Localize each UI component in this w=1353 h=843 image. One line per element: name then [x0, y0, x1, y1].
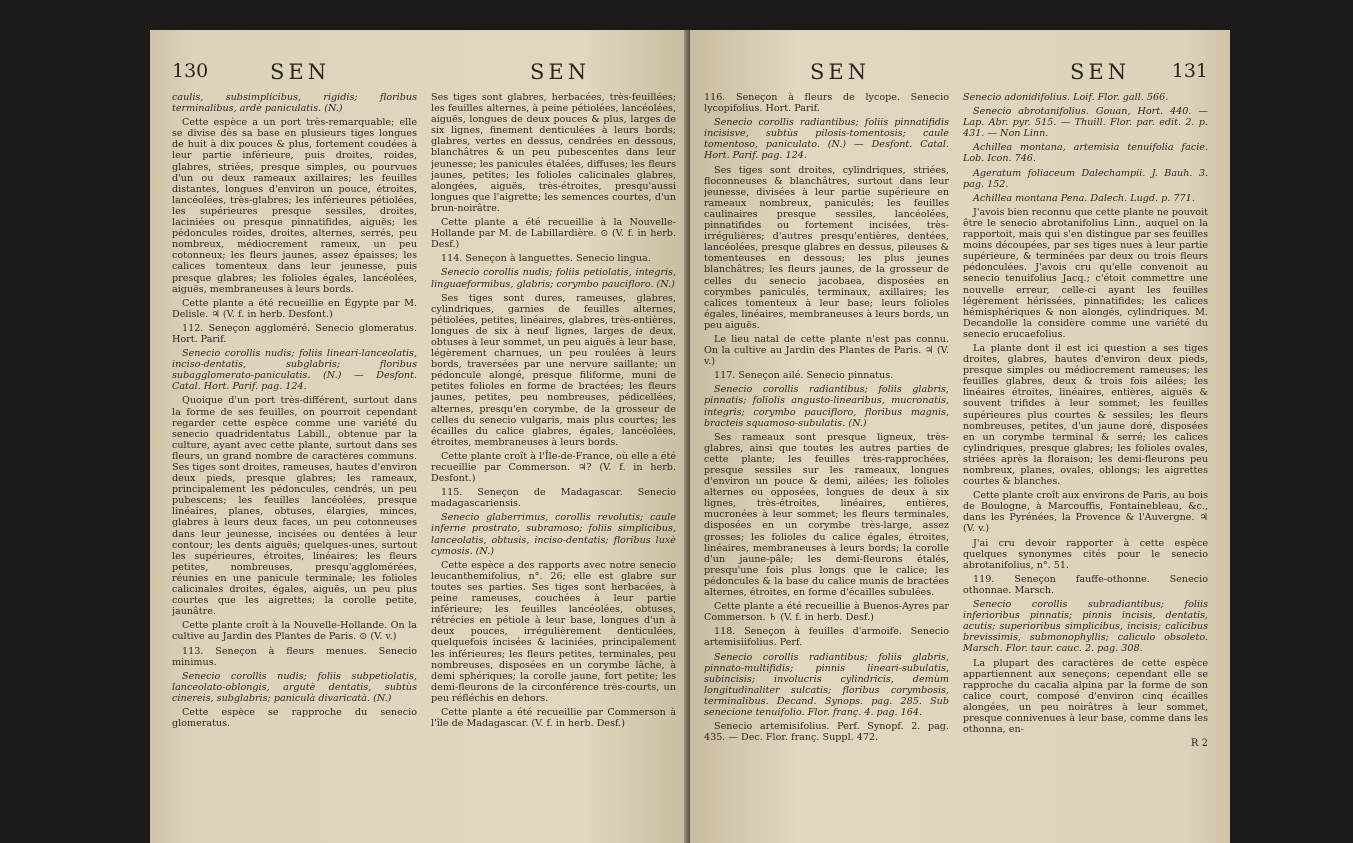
- running-head-left: [150, 60, 690, 86]
- paragraph: Senecio abrotanifolius. Gouan, Hort. 440. — Lap. Abr. pyr. 515. — Thuill. Flor. par. edit. 2. p. 431. — Non Linn.: [963, 106, 1208, 140]
- paragraph: Cette espèce se rapproche du senecio glomeratus.: [172, 706, 417, 730]
- running-head-word: SEN: [810, 60, 871, 84]
- paragraph: Le lieu natal de cette plante n'est pas connu. On la cultive au Jardin des Plantes de Paris. ♃ (V. v.): [704, 333, 949, 368]
- paragraph: Senecio corollis subradiantibus; foliis inferioribus pinnatis; pinnis incisis, dentatis, acutis; superioribus simplicibus, incisis; calicibus brevissimis, submonophyllis; caliculo obsoleto. Marsch. Flor. taur. cauc. 2. pag. 308.: [963, 599, 1208, 655]
- paragraph: J'ai cru devoir rapporter à cette espèce quelques synonymes cités pour le senecio abrotanifolius, n°. 51.: [963, 537, 1208, 571]
- paragraph: Cette plante croît à la Nouvelle-Hollande. On la cultive au Jardin des Plantes de Paris. ⊙ (V. v.): [172, 620, 417, 643]
- paragraph: Cette plante a été recueillie par Commerson à l'île de Madagascar. (V. f. in herb. Desf.): [431, 706, 676, 730]
- paragraph: Achillea montana Pena. Dalech. Lugd. p. 771.: [973, 192, 1195, 204]
- paragraph: 112. Seneçon aggloméré. Senecio glomeratus. Hort. Parif.: [172, 322, 417, 345]
- page-number: 131: [1171, 60, 1208, 82]
- paragraph: Senecio corollis radiantibus; foliis glabris, pinnatis; foliolis angusto-linearibus, mucronatis, integris; corymbo paucifloro, floribus magnis, bracteis squamoso-subulatis. (N.): [704, 384, 949, 429]
- paragraph: Ses tiges sont dures, rameuses, glabres, cylindriques, garnies de feuilles alternes, pétiolées, petites, linéaires, glabres, très-entières, longues de six à neuf lignes, larges de deux, obtuses à leur sommet, un peu aiguës à leur base, légèrement charnues, un peu roulées à leurs bords, traversées par une nervure saillante; un pédoncule alongé, presque filiforme, muni de petites folioles en forme de bractées; les fleurs jaunes, petites, peu nombreuses, pédicellées, alternes, presqu'en corymbe, de la grosseur de celles du senecio vulgaris, mais plus courtes; les écailles du calice glabres, égales, lancéolées, étroites, membraneuses à leurs bords.: [431, 292, 676, 448]
- paragraph: 119. Seneçon fauffe-othonne. Senecio othonnae. Marsch.: [963, 573, 1208, 596]
- paragraph: J'avois bien reconnu que cette plante ne pouvoit être le senecio abrotanifolius Linn., auquel on la rapportoit, mais qui s'en distingue par ses feuilles moins découpées, par ses tiges nues à leur partie supérieure, & terminées par deux ou trois fleurs pédonculées. J'avois cru qu'elle convenoit au senecio tenuifolius Jacq.; c'étoit commettre une nouvelle erreur, celle-ci ayant les feuilles légèrement hérissées, pinnatifides; les calices hémisphériques & non alongés, cylindriques. M. Decandolle la considère comme une variété du senecio erucaefolius.: [963, 206, 1208, 340]
- running-head-right: [690, 60, 1230, 86]
- paragraph: 118. Seneçon à feuilles d'armoife. Senecio artemisiifolius. Perf.: [704, 626, 949, 649]
- paragraph: 117. Seneçon ailé. Senecio pinnatus.: [714, 370, 894, 382]
- paragraph: Ses tiges sont glabres, herbacées, très-feuillées; les feuilles alternes, à peine pétiolées, lancéolées, aiguës, longues de deux pouces & plus, larges de six lignes, finement denticulées à leurs bords; glabres, vertes en dessus, cendrées en dessous, blanchâtres & un peu pubescentes dans leur jeunesse; les panicules étalées, diffuses; les fleurs jaunes, petites; les folioles calicinales glabres, alongées, aiguës, très-étroites, presqu'aussi longues que l'aigrette; les semences courtes, d'un brun-noirâtre.: [431, 92, 676, 214]
- paragraph: Senecio corollis radiantibus; foliis glabris, pinnato-multifidis; pinnis lineari-subulatis, subincisis; involucris cylindricis, demùm longitudinaliter sulcatis; floribus corymbosis, terminalibus. Decand. Synops. pag. 285. Sub senecione tenuifolio. Flor. franç. 4. pag. 164.: [704, 651, 949, 718]
- left-page: [150, 30, 690, 843]
- text-column-left-1: [172, 92, 417, 843]
- paragraph: Cette plante a été recueillie à la Nouvelle-Hollande par M. de Labillardière. ⊙ (V. f. in herb. Desf.): [431, 217, 676, 251]
- paragraph: 116. Seneçon à fleurs de lycope. Senecio lycopifolius. Hort. Parif.: [704, 92, 949, 115]
- paragraph: Senecio corollis nudis; foliis subpetiolatis, lanceolato-oblongis, argutè dentatis, subtùs cinereis, subglabris; paniculà divaricatà. (N.): [172, 670, 417, 704]
- paragraph: 115. Seneçon de Madagascar. Senecio madagascariensis.: [431, 487, 676, 510]
- paragraph: Ses tiges sont droites, cylindriques, striées, floconneuses & blanchâtres, surtout dans leur jeunesse, divisées à leur partie supérieure en rameaux nombreux, paniculés; les feuilles caulinaires presque sessiles, lancéolées, pinnatifides ou fortement incisées, très-irrégulières; d'autres presqu'entières, dentées, lancéolées, presque glabres en dessus, pileuses & tomenteuses en dessous; les plus jeunes blanchâtres; les fleurs jaunes, de la grosseur de celles du senecio jacobaea, disposées en corymbes paniculés, terminaux, axillaires; les calices tomenteux à leur base; leurs folioles égales, linéaires, membraneuses à leurs bords, un peu aiguës.: [704, 164, 949, 331]
- paragraph: Senecio corollis nudis; foliis petiolatis, integris, linguaeformibus, glabris; corymbo paucifloro. (N.): [431, 267, 676, 290]
- running-head-word: SEN: [270, 60, 331, 84]
- text-column-right-2: [963, 92, 1208, 843]
- paragraph: Cette espèce a des rapports avec notre senecio leucanthemifolius, n°. 26; elle est glabre sur toutes ses parties. Ses tiges sont herbacées, à peine rameuses, couchées à leur partie inférieure; les feuilles lancéolées, obtuses, rétrécies en pétiole à leur base, longues d'un à deux pouces, irrégulièrement denticulées, quelquefois incisées & laciniées, principalement les inférieures; les fleurs petites, terminales, peu nombreuses, disposées en un corymbe lâche, à demi sphériques; la corolle jaune, fort petite; les demi-fleurons de la circonférence très-courts, un peu réfléchis en dehors.: [431, 559, 676, 704]
- paragraph: Ageratum foliaceum Dalechampii. J. Bauh. 3. pag. 152.: [963, 167, 1208, 190]
- paragraph: La plante dont il est ici question a ses tiges droites, glabres, hautes d'environ deux pieds, presque simples ou médiocrement rameuses; les feuilles glabres, deux & trois fois ailées; les linéaires étroites, linéaires, entières, aiguës & souvent trifides à leur sommet; les feuilles supérieures plus courtes & sessiles; les fleurs nombreuses, petites, d'un jaune doré, disposées en un corymbe terminal & serré; les calices cylindriques, presque glabres; les folioles ovales, striées après la floraison; les demi-fleurons peu nombreux, planes, ovales, oblongs; les aigrettes courtes & blanches.: [963, 342, 1208, 488]
- paragraph: 114. Seneçon à languettes. Senecio lingua.: [441, 253, 651, 265]
- paragraph: Cette plante a été recueillie à Buenos-Ayres par Commerson. ♄ (V. f. in herb. Desf.): [704, 601, 949, 624]
- running-head-word: SEN: [530, 60, 591, 84]
- paragraph: 113. Seneçon à fleurs menues. Senecio minimus.: [172, 645, 417, 668]
- paragraph: Senecio corollis radiantibus; foliis pinnatifidis incisisve, subtùs pilosis-tomentosis; caule tomentoso, paniculato. (N.) — Desfont. Catal. Hort. Parif. pag. 124.: [704, 117, 949, 162]
- paragraph: Cette plante a été recueillie en Égypte par M. Delisle. ♃ (V. f. in herb. Desfont.): [172, 297, 417, 320]
- paragraph: Cette plante croît aux environs de Paris, au bois de Boulogne, à Marcouffis, Fontainebleau, &c., dans les Pyrénées, la Provence & l'Auvergne. ♃ (V. v.): [963, 490, 1208, 535]
- page-number: 130: [172, 60, 209, 82]
- paragraph: Senecio adonidifolius. Loif. Flor. gall. 566.: [963, 92, 1169, 103]
- paragraph: Ses rameaux sont presque ligneux, très-glabres, ainsi que toutes les autres parties de cette plante; les feuilles très-rapprochées, presque sessiles sur les rameaux, longues d'environ un pouce & demi, ailées; les folioles alternes ou opposées, longues de deux à six lignes, très-étroites, linéaires, entières, mucronées à leur sommet; les fleurs terminales, disposées en un corymbe très-large, assez grosses; les folioles du calice égales, étroites, linéaires, membraneuses à leurs bords; la corolle d'un jaune-pâle; les demi-fleurons étalés, presqu'une fois plus longs que le calice; les pédoncules & la base du calice munis de bractées alternes, étroites, en forme d'écailles subulées.: [704, 431, 949, 599]
- paragraph: Senecio corollis nudis; foliis lineari-lanceolatis, inciso-dentatis, subglabris; floribus subagglomerato-paniculatis. (N.) — Desfont. Catal. Hort. Parif. pag. 124.: [172, 348, 417, 393]
- paragraph: La plupart des caractères de cette espèce appartiennent aux seneçons; cependant elle se rapproche du cacalia alpina par la forme de son calice court, composé d'environ cinq écailles alongées, un peu noirâtres à leur sommet, presque connivenues à leur base, comme dans les othonna, en-: [963, 657, 1208, 736]
- paragraph: Achillea montana, artemisia tenuifolia facie. Lob. Icon. 746.: [963, 142, 1208, 165]
- paragraph: Cette espèce a un port très-remarquable; elle se divise dès sa base en plusieurs tiges longues de huit à dix pouces & plus, fortement coudées à leur partie inférieure, puis droites, roides, glabres, striées, presque simples, ou pourvues d'un ou deux rameaux axillaires; les feuilles distantes, longues d'environ un pouce, étroites, lancéolées, très-glabres; les inférieures pétiolées, les supérieures presque sessiles, droites, laciniées ou presque pinnatifides, aiguës; les pédoncules roides, droites, alternes, serrés, peu nombreux, médiocrement rameux, un peu cotonneux; les fleurs jaunes, assez épaisses; les calices tomenteux dans leur jeunesse, puis presque glabres; les folioles égales, lancéolées, aiguës, membraneuses à leurs bords.: [172, 117, 417, 295]
- paragraph: caulis, subsimplicibus, rigidis; floribus terminalibus, ardè paniculatis. (N.): [172, 92, 417, 115]
- paragraph: Senecio artemisifolius. Perf. Synopf. 2. pag. 435. — Dec. Flor. franç. Suppl. 472.: [704, 721, 949, 744]
- text-column-left-2: [431, 92, 676, 843]
- paragraph: Quoique d'un port très-différent, surtout dans la forme de ses feuilles, on pourroit cependant regarder cette espèce comme une variété du senecio quadridentatus Labill., obtenue par la culture, ayant avec cette plante, surtout dans ses fleurs, un grand nombre de caractères communs. Ses tiges sont droites, rameuses, hautes d'environ deux pieds, presque glabres; les rameaux, principalement les pédoncules, cendrés, un peu pubescens; les feuilles lancéolées, presque linéaires, planes, obtuses, élargies, minces, glabres à leurs deux faces, un peu cotonneuses dans leur jeunesse, incisées ou dentées à leur contour; les dents aiguës; quelques-unes, surtout les supérieures, étroites, linéaires; les fleurs petites, nombreuses, presqu'agglomérées, réunies en une panicule terminale; les folioles calicinales droites, égales, aiguës, un peu plus courtes que les aigrettes; la corolle petite, jaunâtre.: [172, 395, 417, 618]
- paragraph: Cette plante croît à l'Île-de-France, où elle a été recueillie par Commerson. ♃? (V. f. in herb. Desfont.): [431, 450, 676, 485]
- paragraph: Senecio glaberrimus, corollis revolutis; caule inferne prostrato, subramoso; foliis simplicibus, lanceolatis, obtusis, inciso-dentatis; floribus luxè cymosis. (N.): [431, 512, 676, 557]
- running-head-word: SEN: [1070, 60, 1131, 84]
- signature-mark: R 2: [1190, 738, 1208, 750]
- text-column-right-1: [704, 92, 949, 843]
- right-page: [690, 30, 1230, 843]
